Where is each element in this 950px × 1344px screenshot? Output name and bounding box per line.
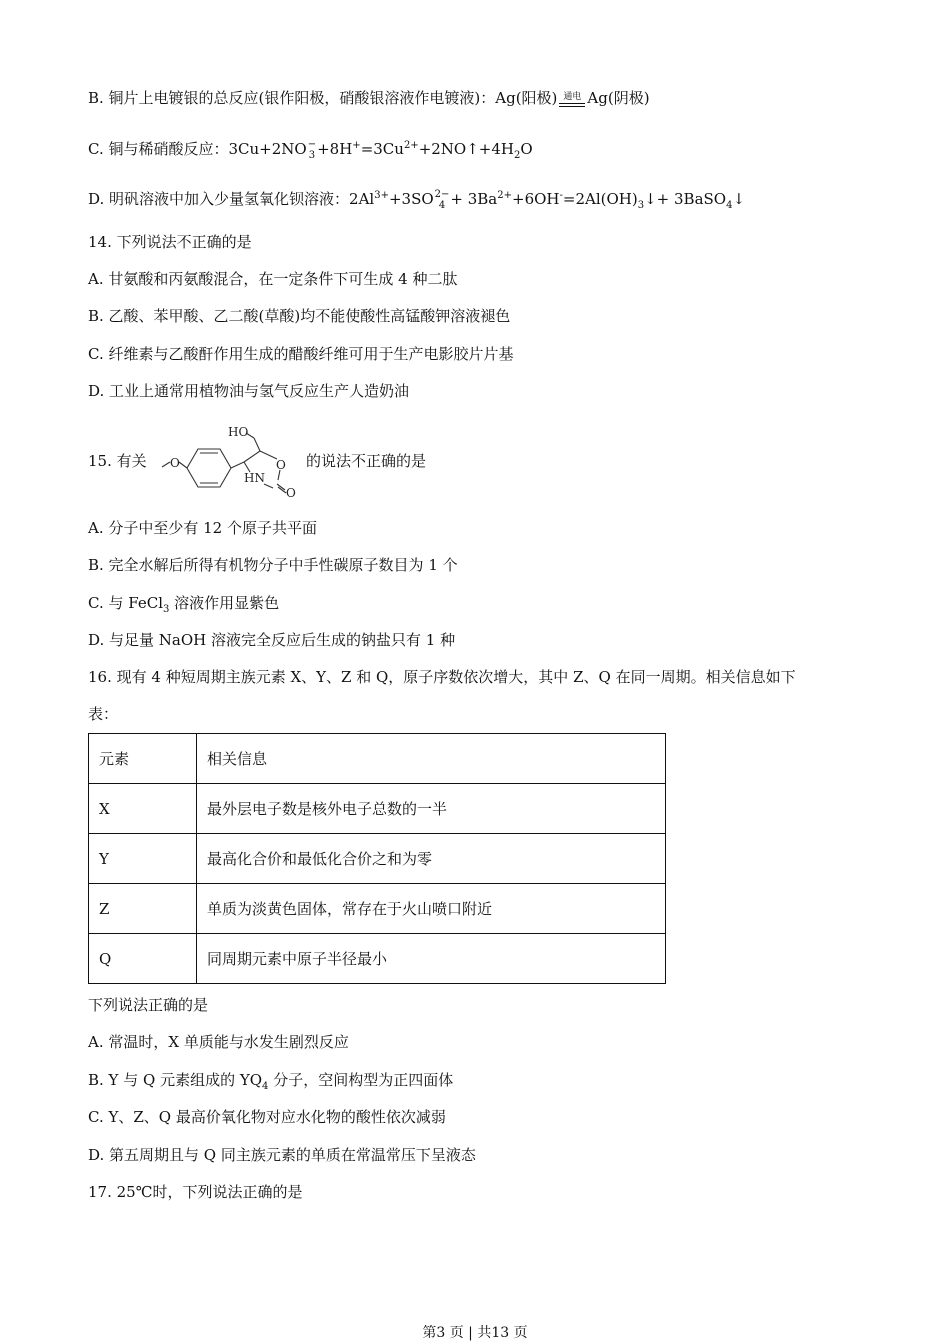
q15-option-c: C. 与 FeCl$_3$ 溶液作用显紫色: [88, 594, 280, 615]
q14-option-b: B. 乙酸、苯甲酸、乙二酸(草酸)均不能使酸性高锰酸钾溶液褪色: [88, 307, 511, 325]
q15-option-d: D. 与足量 NaOH 溶液完全反应后生成的钠盐只有 1 种: [88, 631, 456, 649]
q16-option-b: B. Y 与 Q 元素组成的 $YQ_4$ 分子，空间构型为正四面体: [88, 1071, 454, 1092]
q16-option-c: C. Y、Z、Q 最高价氧化物对应水化物的酸性依次减弱: [88, 1108, 446, 1126]
svg-text:HN: HN: [244, 471, 265, 485]
q15-stem-post: 的说法不正确的是: [306, 452, 427, 470]
table-cell-element: Z: [89, 884, 197, 934]
q13-option-c: C. 铜与稀硝酸反应：3Cu+2NO − 3 $+8H^+=3Cu^{2+}+2NO↑+4H_2O$: [88, 139, 533, 161]
sulfate-charge: 2− 4: [434, 189, 450, 211]
table-cell-element: X: [89, 784, 197, 834]
table-cell-element: Q: [89, 934, 197, 984]
table-cell-info: 同周期元素中原子半径最小: [197, 934, 666, 984]
q16-stem-line1: 16. 现有 4 种短周期主族元素 X、Y、Z 和 Q，原子序数依次增大，其中 Z、Q 在同一周期。相关信息如下: [88, 668, 796, 686]
svg-text:O: O: [276, 458, 286, 472]
table-header-element: 元素: [89, 734, 197, 784]
q16-option-a: A. 常温时，X 单质能与水发生剧烈反应: [88, 1033, 349, 1051]
page-footer: 第3 页 | 共13 页: [422, 1325, 528, 1341]
q14-option-a: A. 甘氨酸和丙氨酸混合，在一定条件下可生成 4 种二肽: [88, 270, 458, 288]
q14-stem: 14. 下列说法不正确的是: [88, 233, 252, 251]
q14-option-d: D. 工业上通常用植物油与氢气反应生产人造奶油: [88, 382, 410, 400]
molecule-structure: [160, 422, 305, 500]
table-row: [89, 884, 666, 934]
table-row: [89, 784, 666, 834]
table-row: [89, 834, 666, 884]
table-header-row: [89, 734, 666, 784]
q15-stem-pre: 15. 有关: [88, 452, 147, 470]
q16-stem-line2: 表：: [88, 705, 119, 723]
table-row: [89, 934, 666, 984]
table-cell-info: 单质为淡黄色固体，常存在于火山喷口附近: [197, 884, 666, 934]
svg-text:O: O: [286, 486, 296, 500]
q14-option-c: C. 纤维素与乙酸酐作用生成的醋酸纤维可用于生产电影胶片片基: [88, 345, 514, 363]
nitrate-charge: − 3: [307, 139, 317, 161]
electrolysis-condition: 通电: [559, 92, 585, 107]
svg-text:O: O: [170, 456, 180, 470]
table-cell-element: Y: [89, 834, 197, 884]
q15-option-b: B. 完全水解后所得有机物分子中手性碳原子数目为 1 个: [88, 556, 458, 574]
q16-after-table: 下列说法正确的是: [88, 996, 209, 1014]
table-header-info: 相关信息: [197, 734, 666, 784]
q16-option-d: D. 第五周期且与 Q 同主族元素的单质在常温常压下呈液态: [88, 1146, 476, 1164]
q17-stem: 17. 25℃时，下列说法正确的是: [88, 1183, 303, 1201]
q13-option-d: D. 明矾溶液中加入少量氢氧化钡溶液：$2Al^{3+}+3SO$ 2− 4 + $3Ba^{2+}+6OH^-=2Al(OH)_3↓+$ 3BaSO$_4$↓: [88, 189, 746, 211]
q13-option-b: B. 铜片上电镀银的总反应(银作阳极，硝酸银溶液作电镀液)：Ag(阳极) 通电 Ag(阴极): [88, 89, 650, 107]
table-cell-info: 最外层电子数是核外电子总数的一半: [197, 784, 666, 834]
q15-option-a: A. 分子中至少有 12 个原子共平面: [88, 519, 317, 537]
table-cell-info: 最高化合价和最低化合价之和为零: [197, 834, 666, 884]
svg-text:HO: HO: [228, 425, 249, 439]
element-info-table: [88, 733, 666, 984]
